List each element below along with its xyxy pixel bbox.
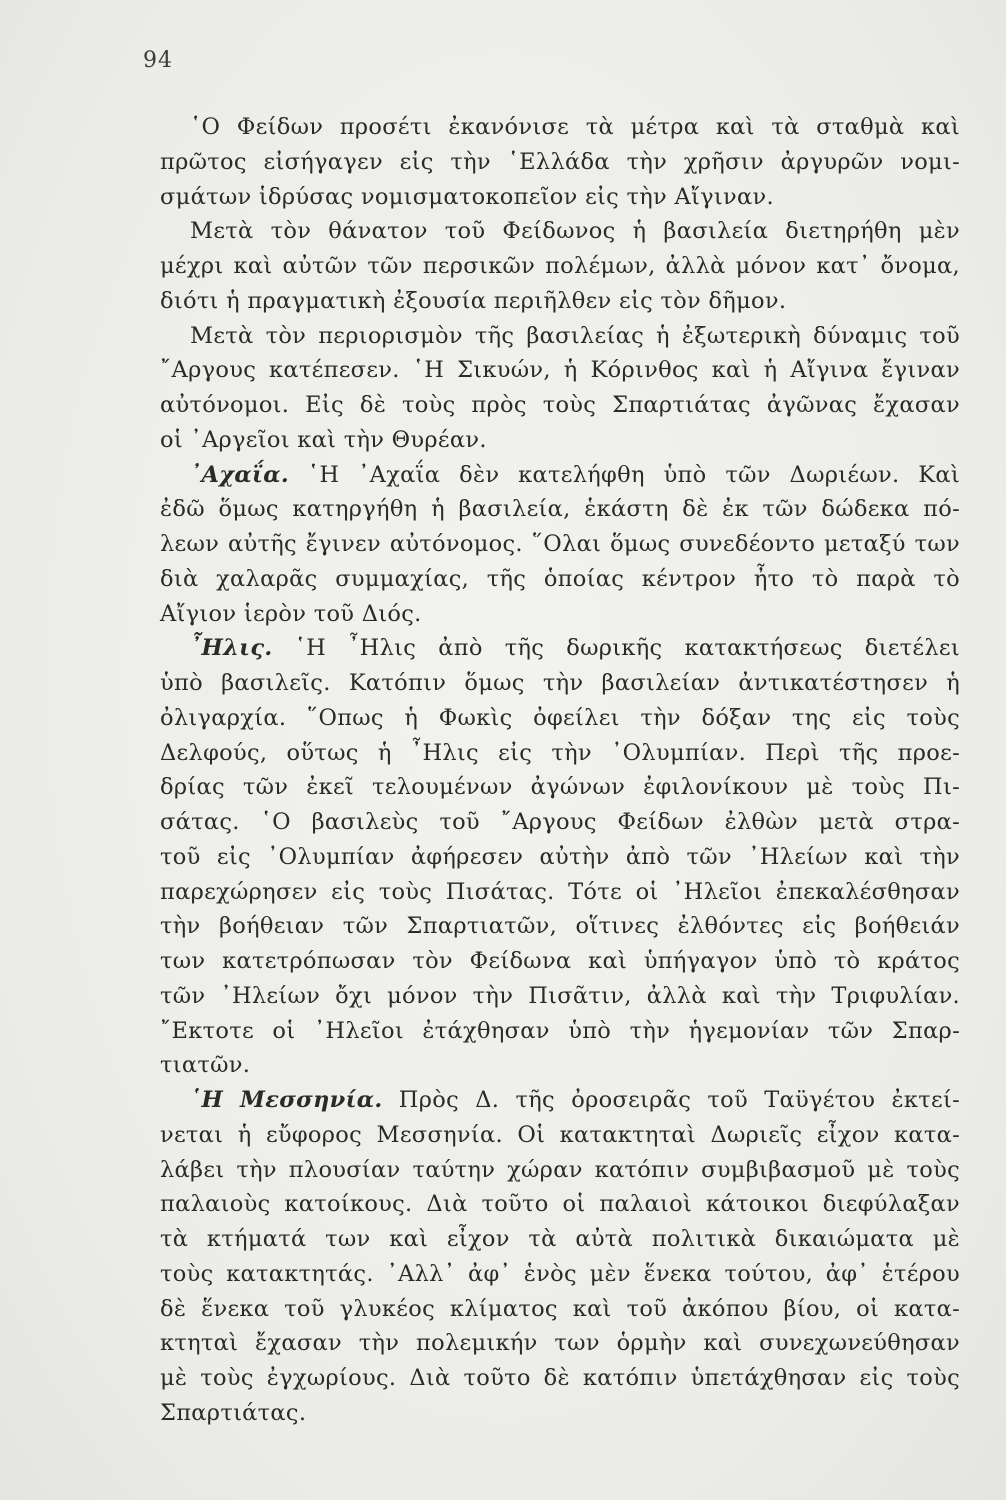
line-text: ῾Η ᾿Αχαΐα δὲν κατελήφθη ὑπὸ τῶν Δωριέων. Καὶ — [288, 461, 960, 488]
text-line — [160, 805, 960, 840]
line-text: ῎Αργους κατέπεσεν. ῾Η Σικυών, ἡ Κόρινθος καὶ ἡ Αἴγινα ἔγιναν — [160, 357, 960, 384]
text-line — [160, 458, 960, 493]
line-text: ῾Ο Φείδων προσέτι ἐκανόνισε τὰ μέτρα καὶ τὰ σταθμὰ καὶ — [190, 114, 960, 140]
text-line — [160, 1153, 960, 1188]
line-text: διότι ἡ πραγματικὴ ἐξουσία περιῆλθεν εἰς τὸν δῆμον. — [160, 287, 787, 314]
text-line — [160, 214, 960, 249]
text-line — [160, 631, 960, 666]
paragraph — [160, 631, 960, 1083]
line-text: λάβει τὴν πλουσίαν ταύτην χώραν κατόπιν συμβιβασμοῦ μὲ τοὺς — [160, 1156, 960, 1183]
text-line — [160, 1222, 960, 1257]
line-text: Δελφούς, οὕτως ἡ ῏Ηλις εἰς τὴν ᾿Ολυμπίαν. Περὶ τῆς προε- — [160, 739, 960, 766]
text-line — [160, 840, 960, 875]
line-text: Μετὰ τὸν θάνατον τοῦ Φείδωνος ἡ βασιλεία διετηρήθη μὲν — [190, 218, 960, 245]
text-line — [160, 1361, 960, 1396]
page-text-body — [160, 110, 960, 1431]
text-line — [160, 1257, 960, 1292]
paragraph — [160, 319, 960, 458]
text-line — [160, 249, 960, 284]
text-line — [160, 979, 960, 1014]
line-text: μέχρι καὶ αὐτῶν τῶν περσικῶν πολέμων, ἀλλὰ μόνον κατ᾽ ὄνομα, — [160, 253, 960, 279]
line-text: νεται ἡ εὔφορος Μεσσηνία. Οἱ κατακτηταὶ Δωριεῖς εἶχον κατα- — [160, 1121, 960, 1148]
text-line — [160, 1396, 960, 1431]
text-line — [160, 666, 960, 701]
text-line — [160, 353, 960, 388]
paragraph — [160, 110, 960, 214]
text-line — [160, 1326, 960, 1361]
text-line — [160, 1292, 960, 1327]
text-line — [160, 909, 960, 944]
line-text: των κατετρόπωσαν τὸν Φείδωνα καὶ ὑπήγαγον ὑπὸ τὸ κράτος — [160, 948, 960, 974]
line-text: τοῦ εἰς ᾿Ολυμπίαν ἀφήρεσεν αὐτὴν ἀπὸ τῶν ᾿Ηλείων καὶ τὴν — [160, 843, 960, 870]
text-line — [160, 1048, 960, 1083]
line-text: λεων αὐτῆς ἔγινεν αὐτόνομος. ῞Ολαι ὅμως συνεδέοντο μεταξύ των — [160, 531, 960, 557]
line-text: Αἴγιον ἱερὸν τοῦ Διός. — [160, 600, 422, 627]
text-line — [160, 944, 960, 979]
paragraph — [160, 458, 960, 632]
text-line — [160, 1014, 960, 1049]
line-text: τιατῶν. — [160, 1052, 251, 1079]
text-line — [160, 736, 960, 771]
text-line — [160, 319, 960, 354]
line-text: μὲ τοὺς ἐγχωρίους. Διὰ τοῦτο δὲ κατόπιν ὑπετάχθησαν εἰς τοὺς — [160, 1365, 960, 1391]
text-line — [160, 701, 960, 736]
line-text: αὐτόνομοι. Εἰς δὲ τοὺς πρὸς τοὺς Σπαρτιάτας ἀγῶνας ἔχασαν — [160, 392, 960, 418]
text-line — [160, 1083, 960, 1118]
text-line — [160, 180, 960, 215]
text-line — [160, 1187, 960, 1222]
text-line — [160, 527, 960, 562]
text-line — [160, 770, 960, 805]
line-text: Πρὸς Δ. τῆς ὀροσειρᾶς τοῦ Ταϋγέτου ἐκτεί- — [382, 1087, 960, 1113]
line-text: πρῶτος εἰσήγαγεν εἰς τὴν ῾Ελλάδα τὴν χρῆσιν ἀργυρῶν νομι- — [160, 148, 960, 175]
line-text: παρεχώρησεν εἰς τοὺς Πισάτας. Τότε οἱ ᾿Ηλεῖοι ἐπεκαλέσθησαν — [160, 878, 960, 905]
line-text: διὰ χαλαρᾶς συμμαχίας, τῆς ὁποίας κέντρον ἦτο τὸ παρὰ τὸ — [160, 565, 960, 592]
line-text: ῾Η ῏Ηλις ἀπὸ τῆς δωρικῆς κατακτήσεως διετέλει — [272, 635, 960, 662]
section-heading: ᾿Αχαΐα. — [190, 461, 289, 488]
line-text: παλαιοὺς κατοίκους. Διὰ τοῦτο οἱ παλαιοὶ κάτοικοι διεφύλαξαν — [160, 1191, 960, 1218]
text-line — [160, 875, 960, 910]
text-line — [160, 388, 960, 423]
line-text: ὑπὸ βασιλεῖς. Κατόπιν ὅμως τὴν βασιλείαν ἀντικατέστησεν ἡ — [160, 670, 960, 696]
line-text: δὲ ἕνεκα τοῦ γλυκέος κλίματος καὶ τοῦ ἀκόπου βίου, οἱ κατα- — [160, 1295, 960, 1322]
paragraph — [160, 214, 960, 318]
line-text: τὰ κτήματά των καὶ εἶχον τὰ αὐτὰ πολιτικὰ δικαιώματα μὲ — [160, 1226, 960, 1252]
text-line — [160, 1118, 960, 1153]
line-text: ὀλιγαρχία. ῞Οπως ἡ Φωκὶς ὀφείλει τὴν δόξαν της εἰς τοὺς — [160, 704, 960, 731]
text-line — [160, 423, 960, 458]
text-line — [160, 145, 960, 180]
section-heading: ῾Η Μεσσηνία. — [190, 1087, 383, 1113]
line-text: Σπαρτιάτας. — [160, 1399, 307, 1426]
text-line — [160, 284, 960, 319]
line-text: δρίας τῶν ἐκεῖ τελουμένων ἀγώνων ἐφιλονίκουν μὲ τοὺς Πι- — [160, 774, 960, 801]
line-text: ἐδῶ ὅμως κατηργήθη ἡ βασιλεία, ἑκάστη δὲ ἐκ τῶν δώδεκα πό- — [160, 496, 960, 523]
line-text: κτηταὶ ἔχασαν τὴν πολεμικήν των ὁρμὴν καὶ συνεχωνεύθησαν — [160, 1330, 960, 1357]
text-line — [160, 110, 960, 145]
section-heading: ῏Ηλις. — [190, 635, 273, 662]
text-line — [160, 597, 960, 632]
page-number: 94 — [143, 48, 173, 73]
line-text: ῎Εκτοτε οἱ ᾿Ηλεῖοι ἐτάχθησαν ὑπὸ τὴν ἡγεμονίαν τῶν Σπαρ- — [160, 1017, 960, 1044]
line-text: οἱ ᾿Αργεῖοι καὶ τὴν Θυρέαν. — [160, 426, 487, 453]
text-line — [160, 492, 960, 527]
line-text: σμάτων ἱδρύσας νομισματοκοπεῖον εἰς τὴν Αἴγιναν. — [160, 183, 774, 210]
paragraph — [160, 1083, 960, 1431]
line-text: τῶν ᾿Ηλείων ὄχι μόνον τὴν Πισᾶτιν, ἀλλὰ καὶ τὴν Τριφυλίαν. — [160, 982, 960, 1009]
line-text: σάτας. ῾Ο βασιλεὺς τοῦ ῎Αργους Φείδων ἐλθὼν μετὰ στρα- — [160, 809, 960, 835]
text-line — [160, 562, 960, 597]
line-text: τοὺς κατακτητάς. ᾿Αλλ᾽ ἀφ᾽ ἑνὸς μὲν ἕνεκα τούτου, ἀφ᾽ ἑτέρου — [160, 1260, 960, 1287]
line-text: τὴν βοήθειαν τῶν Σπαρτιατῶν, οἵτινες ἐλθόντες εἰς βοήθειάν — [160, 913, 960, 940]
line-text: Μετὰ τὸν περιορισμὸν τῆς βασιλείας ἡ ἐξωτερικὴ δύναμις τοῦ — [190, 322, 960, 349]
